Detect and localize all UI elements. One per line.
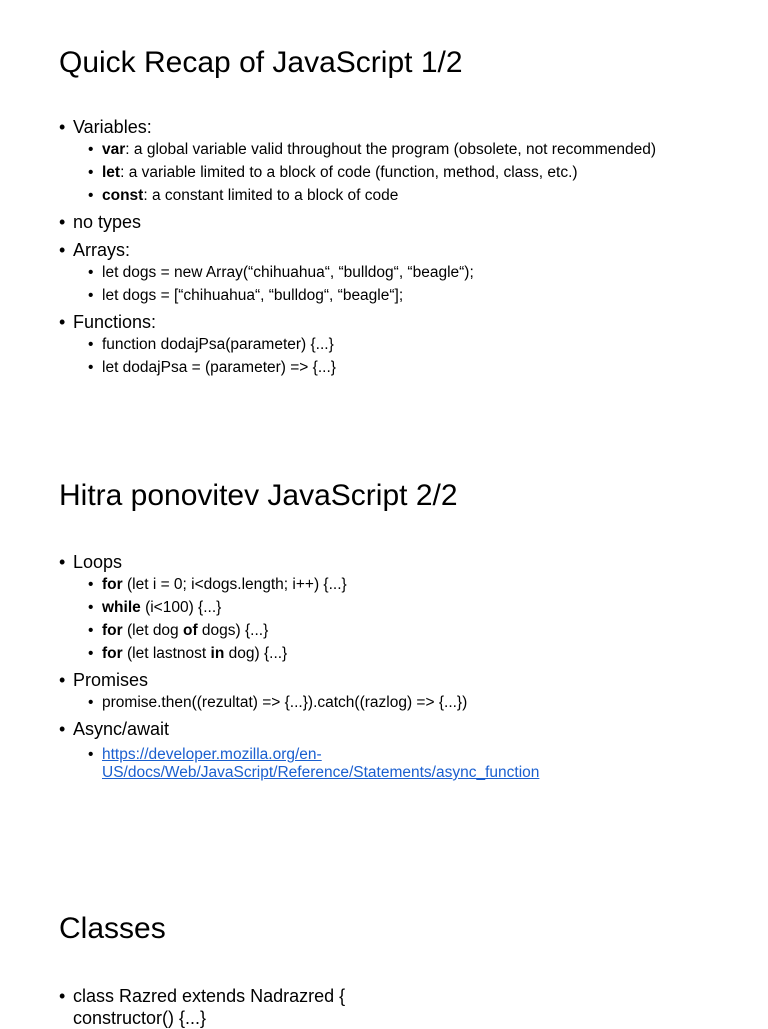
- array-example-2: • let dogs = [“chihuahua“, “bulldog“, “beagle“];: [88, 287, 739, 305]
- async-item: [59, 718, 739, 782]
- variables-sublist: [88, 141, 739, 205]
- slide-2-title: Hitra ponovitev JavaScript 2/2: [59, 479, 458, 512]
- loop-for-in-text: (let lastnost: [122, 645, 211, 662]
- in-keyword: in: [210, 645, 225, 662]
- loops-label: Loops: [73, 552, 123, 572]
- function-example-2: • let dodajPsa = (parameter) => {...}: [88, 359, 739, 377]
- slide-1-bullets: [59, 116, 739, 379]
- loop-for-of-rest: dogs) {...}: [197, 622, 269, 639]
- const-description: : a constant limited to a block of code: [143, 187, 399, 204]
- variables-item: [59, 116, 739, 205]
- var-item: [88, 141, 739, 159]
- async-link-item: [88, 746, 739, 782]
- function-example-1: • function dodajPsa(parameter) {...}: [88, 336, 739, 354]
- loop-for-in: [88, 645, 739, 663]
- functions-item: [59, 311, 739, 377]
- promises-label: Promises: [73, 670, 149, 690]
- async-label: Async/await: [73, 719, 170, 739]
- async-link-line-1: https://developer.mozilla.org/en-: [102, 746, 322, 763]
- for-keyword: for: [102, 576, 123, 593]
- var-description: : a global variable valid throughout the program (obsolete, not recommended): [125, 141, 657, 158]
- for-keyword: for: [102, 622, 123, 639]
- class-line-2: constructor() {...}: [73, 1008, 207, 1028]
- class-line-1: class Razred extends Nadrazred {: [73, 986, 346, 1006]
- of-keyword: of: [182, 622, 198, 639]
- loops-item: [59, 551, 739, 663]
- var-keyword: var: [102, 141, 126, 158]
- async-sublist: [88, 746, 739, 782]
- arrays-sublist: [88, 264, 739, 305]
- functions-sublist: [88, 336, 739, 377]
- arrays-item: [59, 239, 739, 305]
- no-types-item: [59, 211, 739, 233]
- promises-sublist: [88, 694, 739, 712]
- loop-for-of: [88, 622, 739, 640]
- loop-for-index-text: (let i = 0; i<dogs.length; i++) {...}: [122, 576, 347, 593]
- let-description: : a variable limited to a block of code (function, method, class, etc.): [120, 164, 578, 181]
- const-item: [88, 187, 739, 205]
- class-item: [59, 985, 739, 1029]
- loops-sublist: [88, 576, 739, 663]
- slide-1-title: Quick Recap of JavaScript 1/2: [59, 46, 463, 79]
- const-keyword: const: [102, 187, 144, 204]
- variables-label: Variables:: [73, 117, 152, 137]
- slide-2-bullets: [59, 551, 739, 784]
- promise-example: • promise.then((rezultat) => {...}).catch((razlog) => {...}): [88, 694, 739, 712]
- while-keyword: while: [102, 599, 141, 616]
- loop-while-text: (i<100) {...}: [140, 599, 222, 616]
- async-function-link[interactable]: [102, 746, 539, 781]
- let-keyword: let: [102, 164, 121, 181]
- slide-3-title: Classes: [59, 912, 166, 945]
- loop-while: [88, 599, 739, 617]
- loop-for-index: [88, 576, 739, 594]
- no-types-label: no types: [73, 212, 142, 232]
- array-example-1: • let dogs = new Array(“chihuahua“, “bulldog“, “beagle“);: [88, 264, 739, 282]
- for-keyword: for: [102, 645, 123, 662]
- loop-for-in-rest: dog) {...}: [224, 645, 288, 662]
- promises-item: [59, 669, 739, 712]
- slide-3-bullets: [59, 985, 739, 1029]
- let-item: [88, 164, 739, 182]
- loop-for-of-text: (let dog: [122, 622, 183, 639]
- async-link-line-2: US/docs/Web/JavaScript/Reference/Statements/async_function: [102, 764, 540, 781]
- functions-label: Functions:: [73, 312, 157, 332]
- arrays-label: Arrays:: [73, 240, 131, 260]
